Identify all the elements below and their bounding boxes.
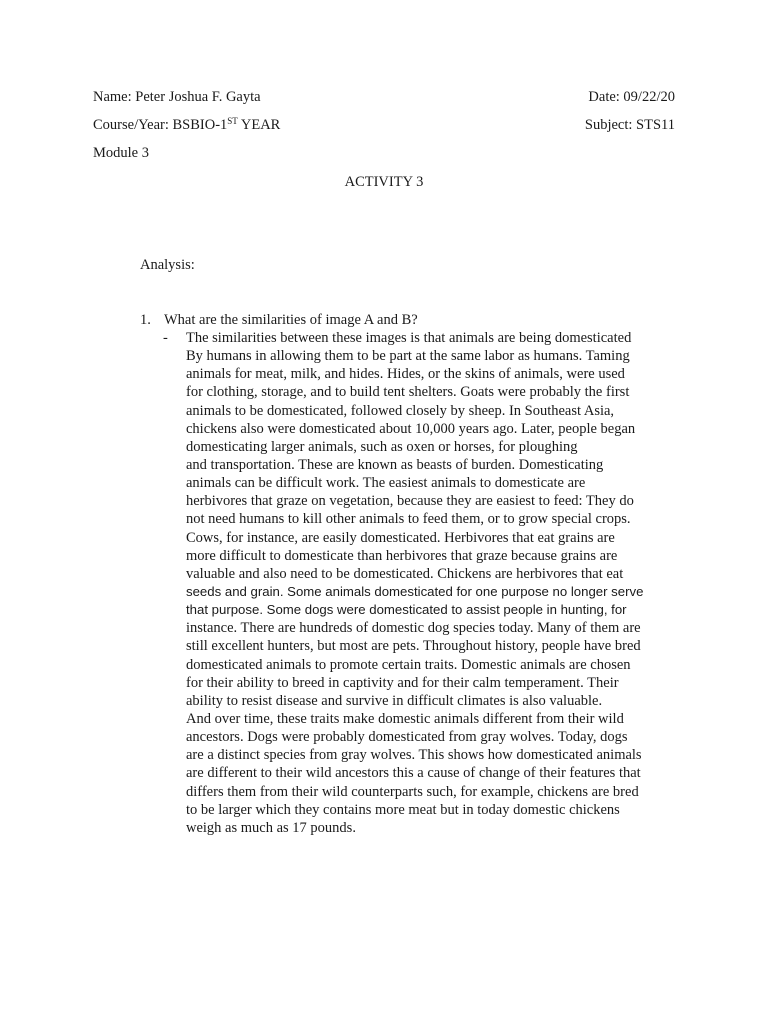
answer-line: By humans in allowing them to be part at the same labor as humans. Taming: [186, 348, 630, 365]
answer-line: animals can be difficult work. The easiest animals to domesticate are: [186, 475, 586, 492]
answer-line: instance. There are hundreds of domestic dog species today. Many of them are: [186, 620, 641, 637]
student-name: Name: Peter Joshua F. Gayta: [93, 89, 261, 105]
answer-line: chickens also were domesticated about 10,000 years ago. Later, people began: [186, 420, 636, 437]
answer-line: weigh as much as 17 pounds.: [186, 819, 356, 836]
course-year-suffix: YEAR: [237, 117, 281, 133]
answer-line: not need humans to kill other animals to feed them, or to grow special crops.: [186, 511, 631, 528]
answer-line: still excellent hunters, but most are pets. Throughout history, people have bred: [186, 638, 641, 655]
answer-line: more difficult to domesticate than herbivores that graze because grains are: [186, 547, 618, 564]
answer-line: that purpose. Some dogs were domesticated to assist people in hunting, for: [186, 602, 627, 618]
answer-line: animals for meat, milk, and hides. Hides, or the skins of animals, were used: [186, 366, 625, 383]
answer-line: are different to their wild ancestors this a cause of change of their features that: [186, 765, 641, 782]
activity-title: ACTIVITY 3: [344, 174, 424, 190]
answer-line: animals to be domesticated, followed closely by sheep. In Southeast Asia,: [186, 402, 615, 419]
module-label: Module 3: [93, 145, 149, 161]
answer-paragraph: [186, 329, 676, 837]
answer-line: valuable and also need to be domesticated. Chickens are herbivores that eat: [186, 565, 624, 582]
answer-line: herbivores that graze on vegetation, because they are easiest to feed: They do: [186, 493, 634, 510]
answer-line: Cows, for instance, are easily domesticated. Herbivores that eat grains are: [186, 529, 615, 546]
course-year-prefix: Course/Year: BSBIO-1: [93, 117, 228, 133]
answer-line: to be larger which they contains more meat but in today domestic chickens: [186, 801, 620, 818]
answer-line: ancestors. Dogs were probably domesticated from gray wolves. Today, dogs: [186, 729, 628, 746]
answer-line: seeds and grain. Some animals domesticated for one purpose no longer serve: [186, 583, 644, 599]
answer-line: for clothing, storage, and to build tent shelters. Goats were probably the first: [186, 384, 630, 401]
answer-line: domesticating larger animals, such as oxen or horses, for ploughing: [186, 438, 578, 455]
course-year: [93, 116, 280, 134]
answer-line: are a distinct species from gray wolves. This shows how domesticated animals: [186, 747, 642, 764]
question-number: 1.: [140, 312, 151, 328]
answer-line: The similarities between these images is that animals are being domesticated: [186, 330, 632, 346]
answer-line: domesticated animals to promote certain traits. Domestic animals are chosen: [186, 656, 631, 673]
course-year-superscript: ST: [227, 116, 238, 126]
answer-line: differs them from their wild counterparts such, for example, chickens are bred: [186, 783, 639, 800]
subject: Subject: STS11: [584, 117, 675, 133]
question-text: What are the similarities of image A and B?: [164, 312, 418, 328]
answer-line: ability to resist disease and survive in difficult climates is also valuable.: [186, 692, 603, 709]
analysis-label: Analysis:: [140, 257, 195, 273]
answer-line: And over time, these traits make domestic animals different from their wild: [186, 710, 624, 727]
answer-line: for their ability to breed in captivity and for their calm temperament. Their: [186, 674, 619, 691]
answer-line: and transportation. These are known as beasts of burden. Domesticating: [186, 456, 604, 473]
document-date: Date: 09/22/20: [588, 89, 675, 105]
answer-bullet: -: [163, 330, 168, 346]
